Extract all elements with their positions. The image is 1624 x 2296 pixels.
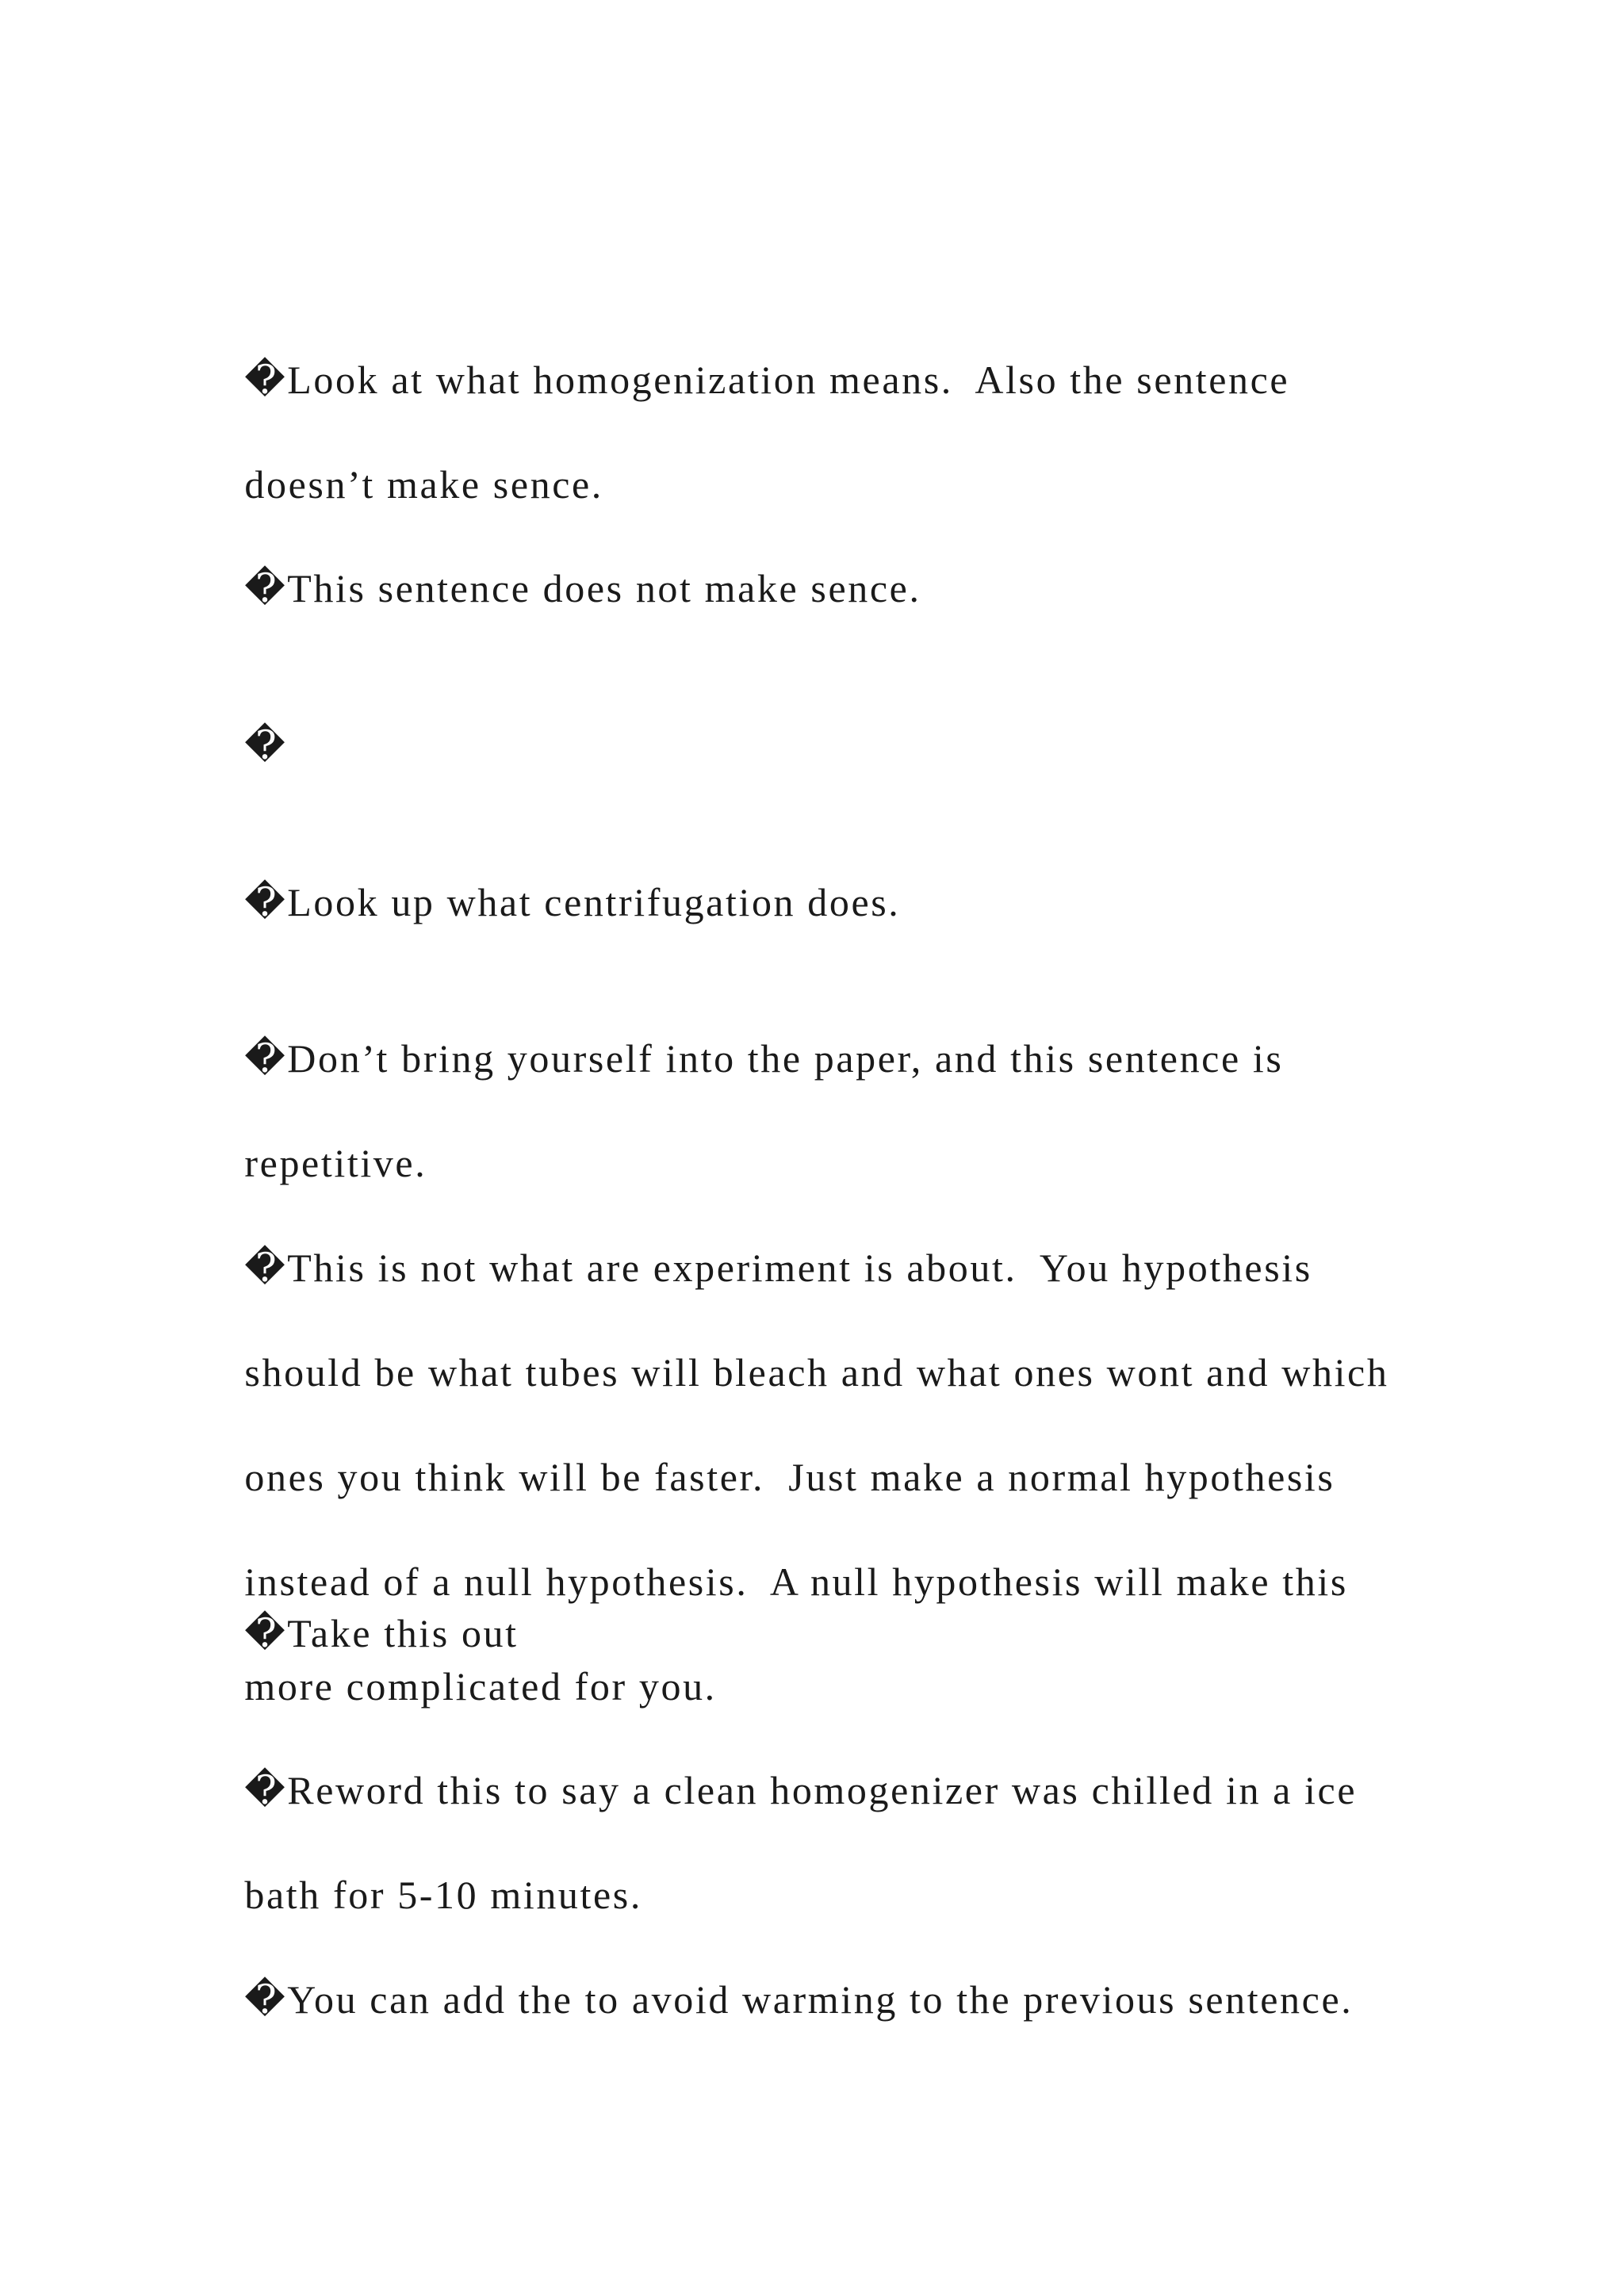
comment-7 xyxy=(197,1555,1450,1712)
comment-7-line-1: �Take this out xyxy=(244,1611,519,1655)
comment-9 xyxy=(197,1921,1450,2078)
comment-1-line-2: doesn’t make sence. xyxy=(244,462,603,507)
comment-8-line-1: �Reword this to say a clean homogenizer was chilled in a ice xyxy=(244,1768,1358,1812)
comment-3-line-1: � xyxy=(244,723,288,767)
comment-6-line-4: instead of a null hypothesis. A null hypothesis will make this xyxy=(244,1559,1348,1604)
comment-5-line-1: �Don’t bring yourself into the paper, and this sentence is xyxy=(244,1036,1284,1081)
comment-6-line-5: more complicated for you. xyxy=(244,1664,717,1709)
comment-8-line-2: bath for 5-10 minutes. xyxy=(244,1873,642,1917)
comment-2-line-1: �This sentence does not make sence. xyxy=(244,566,921,610)
comment-6-line-2: should be what tubes will bleach and what ones wont and which xyxy=(244,1350,1389,1395)
comment-6-line-1: �This is not what are experiment is about. You hypothesis xyxy=(244,1246,1312,1290)
comment-9-line-1: �You can add the to avoid warming to the previous sentence. xyxy=(244,1977,1354,2022)
comment-4-line-1: �Look up what centrifugation does. xyxy=(244,880,901,924)
comment-1-line-1: �Look at what homogenization means. Also the sentence xyxy=(244,358,1290,402)
comment-3 xyxy=(197,667,1450,824)
comment-5-line-2: repetitive. xyxy=(244,1141,427,1185)
comment-2 xyxy=(197,510,1450,667)
comment-4 xyxy=(197,824,1450,981)
comment-6-line-3: ones you think will be faster. Just make a normal hypothesis xyxy=(244,1455,1335,1499)
